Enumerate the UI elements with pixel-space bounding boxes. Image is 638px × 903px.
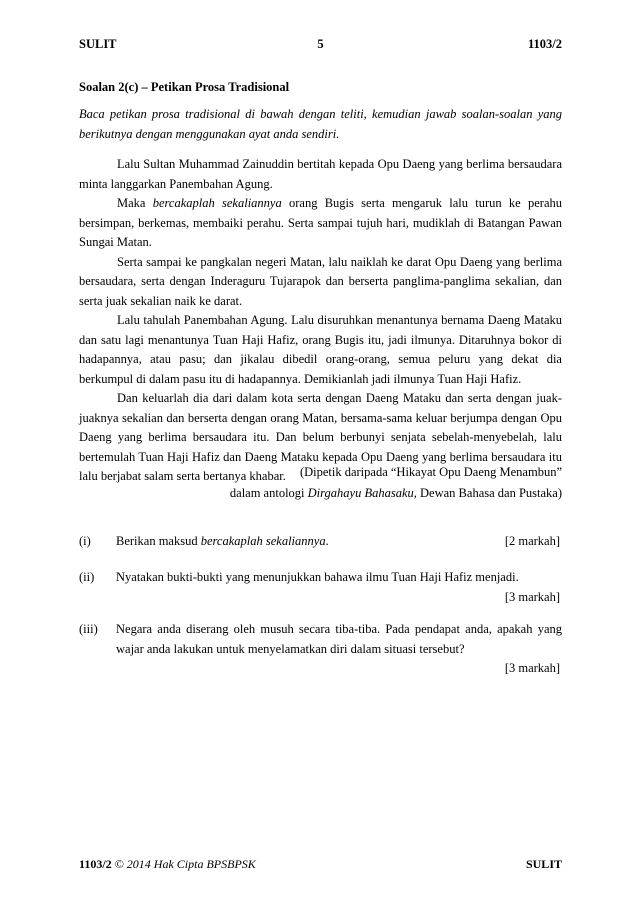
page-footer [79, 857, 562, 873]
passage-paragraph-2 [79, 194, 562, 253]
passage-paragraph-4: Lalu tahulah Panembahan Agung. Lalu disuruhkan menantunya bernama Daeng Mataku dan satu lagi menantunya Tuan Haji Hafiz, orang Bugis itu, jadi ilmunya. Ditaruhnya bokor di hadapannya, atau pasu; dan jikalau dibedil orang-orang, semua peluru yang dekat dia berkumpul di dalam pasu itu di hadapannya. Demikianlah jadi ilmunya Tuan Haji Hafiz. [79, 313, 562, 386]
footer-copyright: © 2014 Hak Cipta BPSBPSK [114, 857, 256, 871]
anthology-title: Dirgahayu Bahasaku [307, 486, 414, 500]
footer-classification: SULIT [525, 857, 562, 871]
section-title: Soalan 2(c) – Petikan Prosa Tradisional [79, 80, 290, 94]
prose-passage [79, 155, 562, 487]
passage-paragraph-1: Lalu Sultan Muhammad Zainuddin bertitah kepada Opu Daeng yang berlima bersaudara minta langgarkan Panembahan Agung. [79, 157, 562, 191]
question-text [116, 532, 562, 552]
footer-code: 1103/2 [79, 857, 112, 871]
question-i [79, 532, 562, 552]
paper-code: 1103/2 [527, 37, 562, 51]
question-ii [79, 568, 562, 607]
passage-text: Maka [117, 196, 153, 210]
citation-line-2 [79, 483, 562, 504]
question-text-part: Berikan maksud [116, 534, 201, 548]
citation-text: dalam antologi [229, 486, 308, 500]
question-text-part: . [325, 534, 329, 548]
passage-emphasis: bercakaplah sekaliannya [152, 196, 282, 210]
question-marks: [3 markah] [504, 589, 560, 604]
citation-text: , Dewan Bahasa dan Pustaka) [413, 486, 562, 500]
question-number: (i) [79, 534, 91, 548]
page-header [79, 37, 562, 53]
header-classification: SULIT [79, 37, 117, 51]
question-number: (ii) [79, 570, 95, 584]
footer-left [79, 857, 256, 872]
passage-text: orang Bugis serta mengaruk lalu turun ke perahu bersimpan, berkemas, membaiki perahu. Serta sampai tujuh hari, mudiklah di Batangan Pawan Sungai Matan. [79, 196, 562, 249]
question-number: (iii) [79, 622, 98, 636]
question-text: Negara anda diserang oleh musuh secara tiba-tiba. Pada pendapat anda, apakah yang wajar anda lakukan untuk menyelamatkan diri dalam situasi tersebut? [116, 622, 562, 656]
passage-paragraph-5: Dan keluarlah dia dari dalam kota serta dengan Daeng Mataku dan serta dengan juak-juaknya sekalian dan berserta dengan orang Matan, bersama-sama keluar berjumpa dengan Opu Daeng yang berlima bersaudara itu. Dan belum berbunyi senjata sebelah-menyebelah, lalu bertemulah Tuan Haji Hafiz dan Daeng Mataku kepada Opu Daeng yang berlima bersaudara itu lalu berjabat salam serta bertanya khabar. [79, 391, 562, 483]
question-marks: [2 markah] [504, 534, 560, 548]
question-marks: [3 markah] [504, 661, 560, 675]
question-iii [79, 620, 562, 679]
citation-line-1: (Dipetik daripada “Hikayat Opu Daeng Menambun” [299, 465, 562, 479]
source-citation [79, 462, 562, 504]
page-number: 5 [317, 37, 324, 51]
question-emphasis: bercakaplah sekaliannya [200, 534, 326, 548]
passage-paragraph-3: Serta sampai ke pangkalan negeri Matan, lalu naiklah ke darat Opu Daeng yang berlima bersaudara, serta dengan Inderaguru Tujarapok dan berserta panglima-panglima sekalian, dan serta juak sekalian naik ke darat. [79, 254, 562, 308]
instruction-text: Baca petikan prosa tradisional di bawah dengan teliti, kemudian jawab soalan-soalan yang berikutnya dengan menggunakan ayat anda sendiri. [79, 107, 562, 141]
question-text: Nyatakan bukti-bukti yang menunjukkan bahawa ilmu Tuan Haji Hafiz menjadi. [116, 570, 519, 584]
